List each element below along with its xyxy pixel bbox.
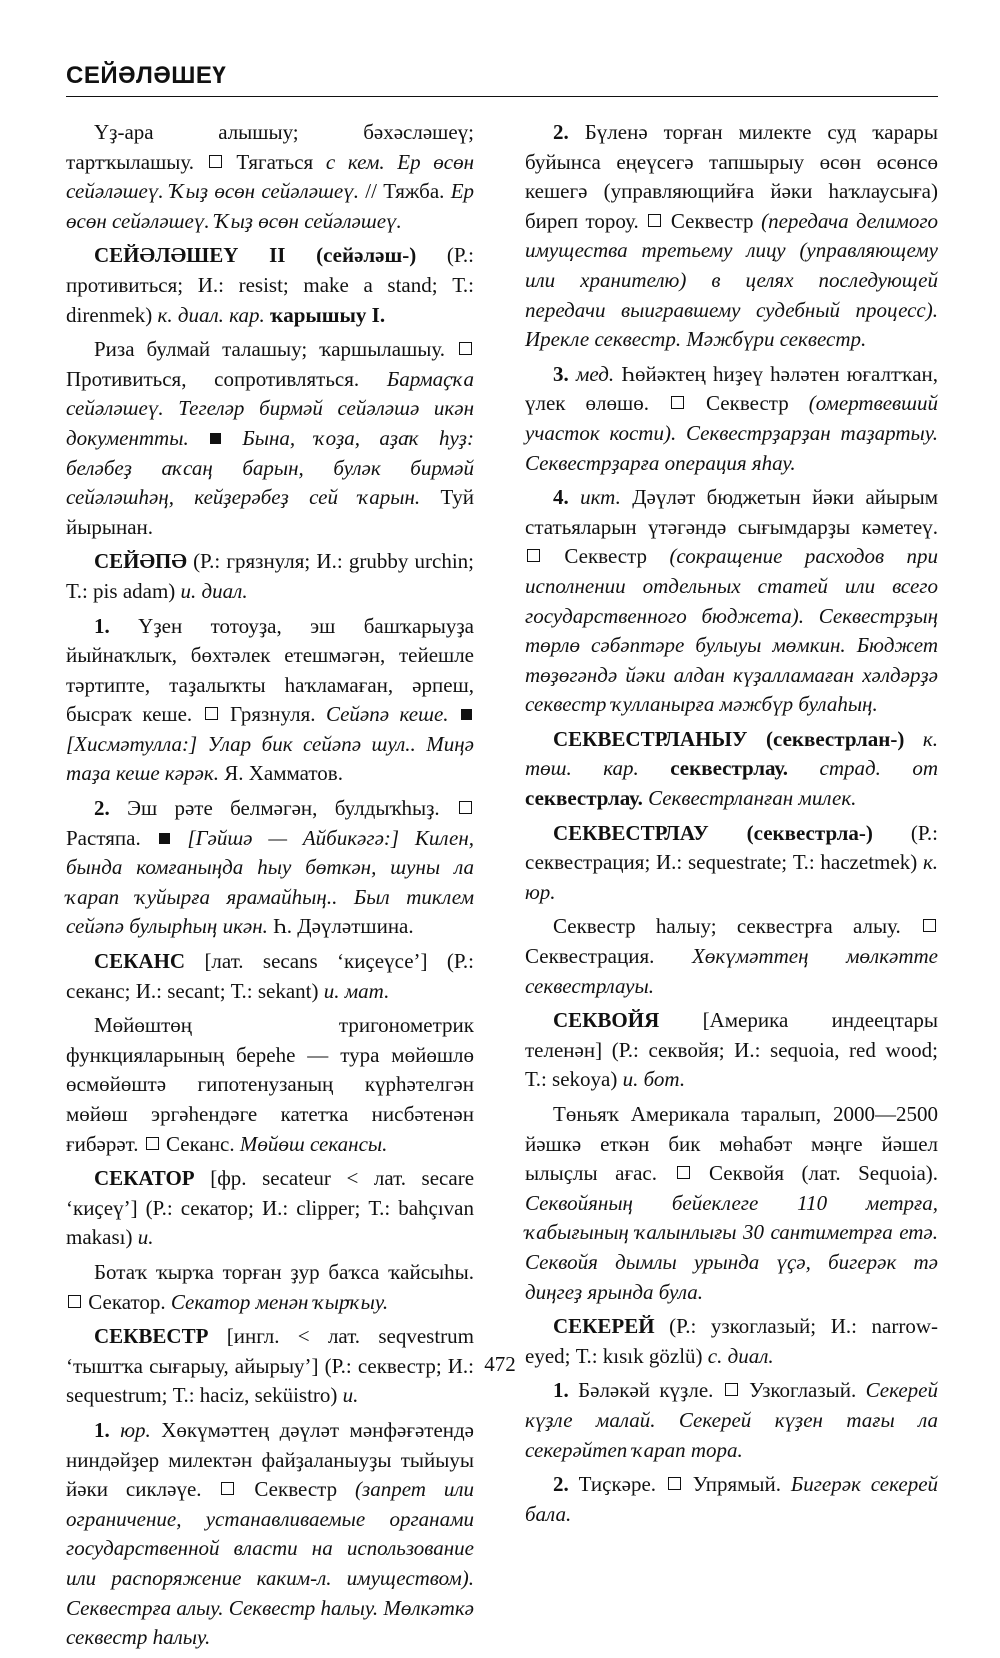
entry-text: (Р.: противиться; И.: resist; make a stand; Т.: direnmek) bbox=[66, 243, 474, 327]
russian-translation: Секвестр bbox=[254, 1477, 338, 1502]
usage-example: Ер өсөн сейәләшеү. Ҡыҙ өсөн сейәләшеү. bbox=[66, 179, 475, 233]
sense-number: 2. bbox=[94, 796, 110, 821]
citation-square-icon bbox=[159, 833, 170, 844]
usage-note: с кем. bbox=[325, 149, 385, 174]
headword: СЕКАТОР bbox=[94, 1166, 195, 1191]
usage-example: Секвойяның бейеклеге 110 метрға, ҡабығының ҡалынлығы 30 сантиметрға етә. Секвойя дымлы урында үҫә, бигерәк тә диңгеҙ ярында була. bbox=[525, 1190, 938, 1304]
russian-translation: Секвестр bbox=[670, 208, 754, 233]
translation-box-icon bbox=[923, 919, 936, 932]
literary-citation: [Гәйшә — Айбикәгә:] Килен, бында комғаныңда һыу бөткән, шуны ла ҡарап ҡуйырға ярамайһың.. Был тиклем сейәпә булырһың икән. bbox=[66, 825, 475, 939]
russian-translation: Растяпа. bbox=[66, 825, 141, 850]
usage-example: Хөкүмәттең мөлкәтте секвестрлауы. bbox=[525, 944, 938, 998]
cross-reference: секвестрлау. bbox=[670, 756, 789, 781]
usage-example: Бармаҫҡа сейәләшеү. Тегеләр бирмәй сейәләшә икән документты. bbox=[66, 366, 475, 450]
entry-text: Бәләкәй күҙле. bbox=[578, 1378, 714, 1403]
translation-box-icon bbox=[205, 707, 218, 720]
domain-label: мед. bbox=[576, 361, 615, 386]
entry-text: Бүленә торған милекте суд ҡарары буйынса еңеүсегә тапшырыу өсөн өсөнсө кешегә (управляющийға йәки һаҡлаусыға) биреп тороу. bbox=[525, 120, 939, 233]
entry-text: Ботаҡ ҡырҡа торған ҙур баҡса ҡайсыһы. bbox=[94, 1259, 474, 1284]
headword: СЕЙӘЛӘШЕҮ II (сейәләш-) bbox=[94, 243, 417, 268]
translation-box-icon bbox=[146, 1137, 159, 1150]
cross-reference: ҡарышыу I. bbox=[269, 302, 386, 327]
translation-box-icon bbox=[648, 214, 661, 227]
usage-example: Секатор менән ҡырҡыу. bbox=[170, 1289, 389, 1314]
sense-number: 1. bbox=[94, 1417, 110, 1442]
dictionary-entry bbox=[525, 912, 938, 1001]
entry-text: Төньяҡ Америкала таралып, 2000—2500 йәшкә еткән бик мөһабәт мәңге йәшел ылыҫлы ағас. bbox=[525, 1102, 938, 1186]
citation-source: Я. Хамматов. bbox=[224, 761, 343, 786]
russian-translation: Секвестр bbox=[706, 391, 789, 416]
citation-square-icon bbox=[210, 433, 221, 444]
domain-label: икт. bbox=[580, 485, 621, 510]
russian-translation: Упрямый. bbox=[692, 1472, 782, 1497]
usage-example: Секерей күҙле малай. Секерей күҙен тағы ла секерәйтеп ҡарап тора. bbox=[525, 1378, 939, 1462]
dictionary-entry bbox=[525, 1470, 938, 1529]
sense-number: 3. bbox=[553, 361, 569, 386]
citation-source: Һ. Дәүләтшина. bbox=[273, 914, 414, 939]
usage-example: Секвестрланған милек. bbox=[648, 786, 857, 811]
headword: СЕЙӘПӘ bbox=[94, 549, 187, 574]
russian-translation: Секвойя (лат. Sequoia). bbox=[709, 1161, 939, 1186]
usage-example: Сейәпә кеше. bbox=[325, 702, 449, 727]
dictionary-entry bbox=[525, 118, 938, 355]
russian-translation: Грязнуля. bbox=[230, 702, 316, 727]
dictionary-entry bbox=[525, 483, 938, 720]
translation-box-icon bbox=[671, 396, 684, 409]
page-header bbox=[66, 62, 938, 97]
dictionary-entry bbox=[66, 1011, 474, 1159]
sense-number: 2. bbox=[553, 1472, 569, 1497]
dictionary-entry bbox=[66, 241, 474, 330]
entry-text: Тиҫкәре. bbox=[578, 1472, 657, 1497]
literary-citation: [Хисмәтулла:] Улар бик сейәпә шул.. Миңә таҙа кеше кәрәк. bbox=[66, 731, 474, 786]
entry-text: [лат. secans ‘киҫеүсе’] (Р.: секанс; И.: secant; Т.: sekant) bbox=[66, 949, 475, 1003]
translation-box-icon bbox=[527, 549, 540, 562]
russian-translation: Секатор. bbox=[88, 1289, 166, 1314]
header-rule bbox=[66, 96, 938, 97]
translation-box-icon bbox=[725, 1383, 738, 1396]
entry-text: (Р.: узкоглазый; И.: narrow-eyed; Т.: kısık gözlü) bbox=[525, 1314, 938, 1368]
usage-example: и. бот. bbox=[622, 1067, 686, 1092]
headword: СЕКВОЙЯ bbox=[553, 1008, 660, 1033]
translation-box-icon bbox=[209, 155, 222, 168]
russian-translation: Тягаться bbox=[236, 149, 314, 174]
dictionary-entry bbox=[66, 547, 474, 606]
sense-number: 1. bbox=[553, 1378, 569, 1403]
headword: СЕКВЕСТР bbox=[94, 1324, 209, 1349]
domain-label: юр. bbox=[120, 1417, 151, 1442]
translation-box-icon bbox=[459, 342, 472, 355]
usage-example: и. bbox=[137, 1225, 154, 1250]
entry-text: [Америка индеецтары теленән] (Р.: секвойя; И.: sequoia, red wood; Т.: sekoya) bbox=[525, 1008, 938, 1092]
citation-source: Туй йырынан. bbox=[66, 485, 474, 539]
entry-text: Һөйәктең һиҙеү һәләтен юғалтҡан, үлек өлөшө. bbox=[525, 361, 939, 416]
citation-source: // Тяжба. bbox=[365, 179, 445, 204]
usage-label: страд. от bbox=[819, 756, 938, 781]
usage-example: и. диал. bbox=[180, 578, 248, 603]
headword: СЕКАНС bbox=[94, 949, 186, 974]
entry-text: [ингл. < лат. seqvestrum ‘тыштҡа сығарыу, айырыу’] (Р.: секвестр; И.: sequestrum; Т.: haciz, seküistro) bbox=[66, 1324, 475, 1408]
left-column bbox=[66, 118, 474, 1658]
usage-example: и. мат. bbox=[323, 978, 390, 1003]
dictionary-entry bbox=[525, 1006, 938, 1095]
usage-example: Бигерәк секерей бала. bbox=[525, 1472, 939, 1526]
dictionary-entry bbox=[66, 1258, 474, 1317]
headword: СЕКЕРЕЙ bbox=[553, 1314, 655, 1339]
sense-number: 1. bbox=[94, 613, 110, 638]
usage-example: к. төш. кар. bbox=[525, 726, 938, 781]
running-head: СЕЙӘЛӘШЕҮ bbox=[66, 62, 227, 89]
usage-example: (сокращение расходов при исполнении отдельных статей или всего государственного бюджета). Секвестрҙың төрлө сәбәптәре булыуы мөмкин. Бюджет төҙөгәндә йәки алдан күҙалламаған хәлдәрҙә секвестр ҡулланырға мәжбүр булаһың. bbox=[525, 544, 939, 717]
citation-square-icon bbox=[461, 709, 472, 720]
translation-box-icon bbox=[68, 1295, 81, 1308]
usage-example: к. диал. кар. bbox=[157, 302, 265, 327]
russian-translation: Узкоглазый. bbox=[749, 1378, 857, 1403]
usage-example: (передача делимого имущества третьему лицу (управляющему или хранителю) в целях последующей передачи выигравшему судебный процесс). Ирекле секвестр. Мәжбүри секвестр. bbox=[525, 208, 939, 352]
page-number: 472 bbox=[484, 1352, 516, 1376]
entry-text: Риза булмай талашыу; ҡаршылашыу. bbox=[94, 337, 446, 362]
translation-box-icon bbox=[221, 1482, 234, 1495]
dictionary-entry bbox=[525, 819, 938, 908]
entry-text: Секвестр һалыу; секвестрға алыу. bbox=[553, 914, 901, 939]
russian-translation: Противиться, сопротивляться. bbox=[66, 366, 360, 391]
dictionary-entry bbox=[66, 1416, 474, 1653]
usage-example: Мөйөш секансы. bbox=[239, 1131, 388, 1156]
headword: СЕКВЕСТРЛАНЫУ (секвестрлан-) bbox=[553, 726, 905, 751]
sense-number: 2. bbox=[553, 120, 569, 144]
entry-text: (Р.: грязнуля; И.: grubby urchin; Т.: pis adam) bbox=[66, 549, 475, 603]
translation-box-icon bbox=[668, 1477, 681, 1490]
usage-example: с. диал. bbox=[707, 1343, 774, 1368]
usage-example: (омертвевший участок кости). Секвестрҙарҙан таҙартыу. Секвестрҙарға операция яһау. bbox=[525, 391, 938, 475]
usage-example: к. юр. bbox=[525, 850, 939, 904]
entry-text: Дәүләт бюджетын йәки айырым статьяларын үтәгәндә сығымдарҙы кәметеү. bbox=[525, 485, 939, 539]
entry-text: Мөйөштөң тригонометрик функцияларының береһе — тура мөйөшлө өсмөйөштә гипотенузаның күрһәтелгән мөйөш эргәһендәге катетҡа нисбәтенән ғибәрәт. bbox=[66, 1013, 474, 1156]
headword: СЕКВЕСТРЛАУ (секвестрла-) bbox=[553, 820, 873, 845]
entry-text: Эш рәте белмәгән, булдыҡһыҙ. bbox=[127, 796, 440, 821]
translation-box-icon bbox=[459, 801, 472, 814]
usage-example: (запрет или ограничение, устанавливаемые органами государственной власти на использование или распоряжение каким-л. имуществом). Секвестрға алыу. Секвестр һалыу. Мөлкәткә секвестр һалыу. bbox=[66, 1477, 474, 1650]
dictionary-entry bbox=[525, 1100, 938, 1307]
dictionary-entry bbox=[66, 794, 474, 942]
dictionary-entry bbox=[66, 335, 474, 542]
dictionary-entry bbox=[525, 725, 938, 814]
russian-translation: Секвестр bbox=[564, 544, 648, 569]
dictionary-entry bbox=[66, 612, 474, 790]
entry-text: [фр. secateur < лат. secare ‘киҫеү’] (Р.: секатор; И.: clipper; Т.: bahçıvan makası) bbox=[66, 1166, 475, 1250]
entry-text: Хөкүмәттең дәүләт мәнфәғәтендә ниндәйҙер милектән файҙаланыуҙы тыйыуы йәки сикләүе. bbox=[66, 1417, 475, 1502]
dictionary-entry bbox=[66, 1164, 474, 1253]
usage-example: Ер өсөн сейәләшеү. Ҡыҙ өсөн сейәләшеү. bbox=[66, 149, 475, 204]
literary-citation: Бына, ҡоҙа, аҙаҡ һуҙ: беләбеҙ аҡсаң барын, буләк бирмәй сейәләшһәң, кейҙерәбеҙ сей ҡарын. bbox=[66, 425, 474, 510]
right-column bbox=[525, 118, 938, 1534]
entry-text: Үҙен тотоуҙа, эш башҡарыуҙа йыйнаҡлыҡ, бөхтәлек етешмәгән, тейешле тәртипте, таҙалыҡты һаҡламаған, әрпеш, бысраҡ кеше. bbox=[66, 613, 474, 727]
dictionary-entry bbox=[525, 1376, 938, 1465]
russian-translation: Секвестрация. bbox=[525, 944, 655, 969]
russian-translation: Секанс. bbox=[166, 1131, 235, 1156]
dictionary-entry bbox=[525, 360, 938, 478]
entry-text: (Р.: секвестрация; И.: sequestrate; Т.: haczetmek) bbox=[525, 820, 939, 875]
sense-number: 4. bbox=[553, 485, 569, 510]
usage-example: и. bbox=[342, 1383, 359, 1408]
translation-box-icon bbox=[677, 1166, 690, 1179]
dictionary-entry bbox=[66, 947, 474, 1006]
entry-text: Үҙ-ара алышыу; бәхәсләшеү; тартҡылашыу. bbox=[66, 120, 474, 174]
cross-reference: секвестрлау. bbox=[525, 786, 643, 811]
dictionary-entry bbox=[66, 118, 474, 236]
